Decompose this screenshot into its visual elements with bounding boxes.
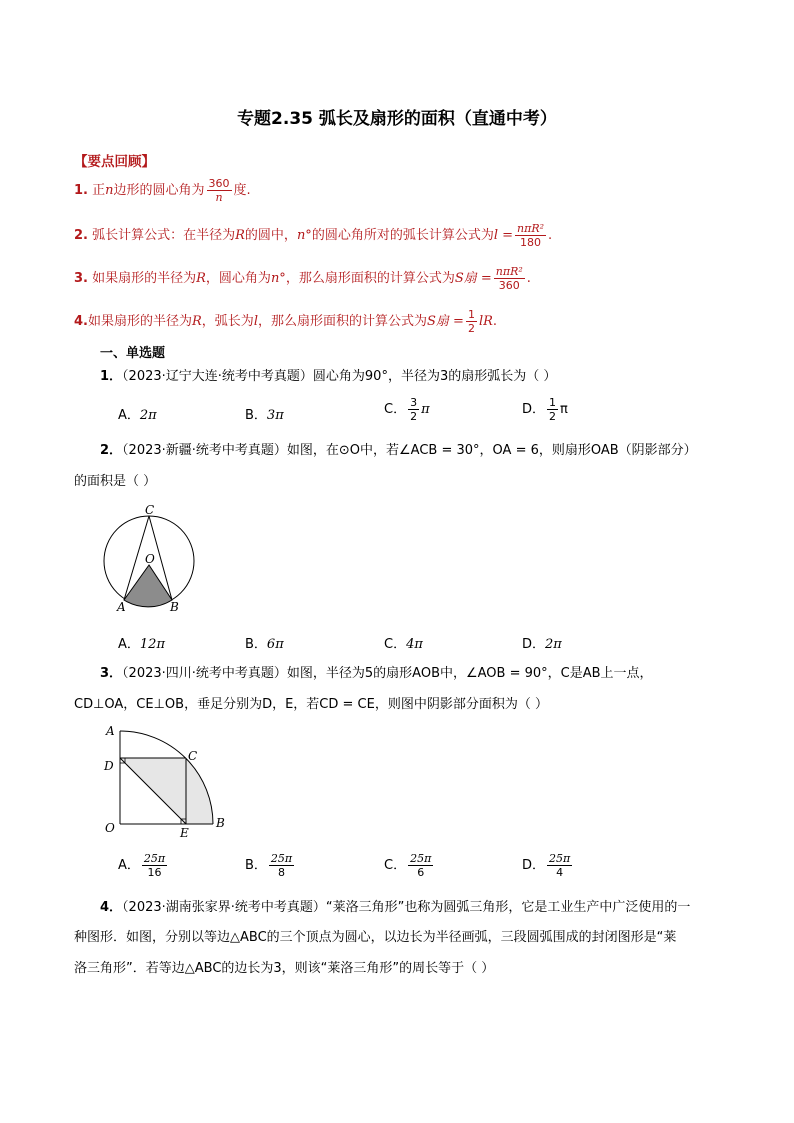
q2-option-c[interactable]: C．4π	[384, 637, 423, 652]
q3-option-c[interactable]: C． $\frac{25\pi}{6}$	[384, 852, 432, 879]
q3-option-d[interactable]: D． $\frac{25\pi}{4}$	[522, 852, 571, 879]
q1-option-d[interactable]: D． $\frac{1}{2}$ π	[522, 396, 568, 423]
q2-option-a[interactable]: A．12π	[118, 637, 165, 652]
shaded-sector	[124, 565, 172, 607]
label-a: A	[117, 600, 126, 614]
question-3-line-2: CD⊥OA，CE⊥OB，垂足分别为D，E，若CD = CE，则图中阴影部分面积为（ ）	[74, 697, 548, 712]
label-d: D	[104, 759, 114, 773]
question-2-line-2: 的面积是（ ）	[74, 474, 157, 489]
q2-option-b[interactable]: B．6π	[245, 637, 284, 652]
keypoint-2: 2. 弧长计算公式：在半径为R的圆中，n°的圆心角所对的弧长计算公式为l = $\frac{\text{nπR²}}{180}$ .	[74, 222, 553, 249]
keypoint-1: 1. 正n边形的圆心角为 $\frac{360}{n}$ 度.	[74, 177, 251, 204]
label-e: E	[180, 826, 189, 840]
label-o: O	[145, 552, 155, 566]
q3-sector-figure	[100, 718, 240, 843]
label-b: B	[170, 600, 179, 614]
q3-option-a[interactable]: A． $\frac{25\pi}{16}$	[118, 852, 166, 879]
question-4-line-1: 4．（2023·湖南张家界·统考中考真题）“莱洛三角形”也称为圆弧三角形，它是工业生产中广泛使用的一	[100, 900, 691, 915]
label-c: C	[188, 749, 198, 763]
q1-option-a[interactable]: A．2π	[118, 408, 157, 423]
keypoint-4: 4.如果扇形的半径为R，弧长为l，那么扇形面积的计算公式为S扇 = $\frac{1}{2}$ lR.	[74, 308, 498, 335]
fraction: $\frac{\text{nπR²}}{360}$	[495, 265, 523, 292]
fraction: $\frac{1}{2}$	[467, 308, 475, 335]
label-a: A	[106, 724, 115, 738]
page-title: 专题2.35 弧长及扇形的面积（直通中考）	[237, 109, 557, 129]
fraction: $\frac{\text{nπR²}}{180}$	[517, 222, 545, 249]
section-heading: 一、单选题	[100, 346, 166, 361]
keypoint-3: 3. 如果扇形的半径为R，圆心角为n°，那么扇形面积的计算公式为S扇 = $\frac{\text{nπR²}}{360}$ .	[74, 265, 531, 292]
question-4-line-2: 种图形．如图，分别以等边△ABC的三个顶点为圆心，以边长为半径画弧，三段圆弧围成的封闭图形是“莱	[74, 930, 677, 945]
question-3-line-1: 3．（2023·四川·统考中考真题）如图，半径为5的扇形AOB中，∠AOB = 90°，C是AB上一点，	[100, 666, 653, 681]
q1-option-c[interactable]: C． $\frac{3}{2}$ π	[384, 396, 430, 423]
label-b: B	[216, 816, 225, 830]
label-c: C	[145, 503, 155, 517]
q1-option-b[interactable]: B．3π	[245, 408, 284, 423]
keypoints-heading: 【要点回顾】	[74, 154, 155, 170]
question-2-line-1: 2．（2023·新疆·统考中考真题）如图，在⊙O中，若∠ACB = 30°，OA = 6，则扇形OAB（阴影部分）	[100, 443, 697, 458]
question-1: 1．（2023·辽宁大连·统考中考真题）圆心角为90°，半径为3的扇形弧长为（ ）	[100, 369, 557, 384]
label-o: O	[105, 821, 115, 835]
q2-option-d[interactable]: D．2π	[522, 637, 562, 652]
q2-circle-figure	[100, 502, 200, 617]
fraction: $\frac{360}{n}$	[208, 177, 230, 204]
question-4-line-3: 洛三角形”．若等边△ABC的边长为3，则该“莱洛三角形”的周长等于（ ）	[74, 961, 495, 976]
q3-option-b[interactable]: B． $\frac{25\pi}{8}$	[245, 852, 293, 879]
